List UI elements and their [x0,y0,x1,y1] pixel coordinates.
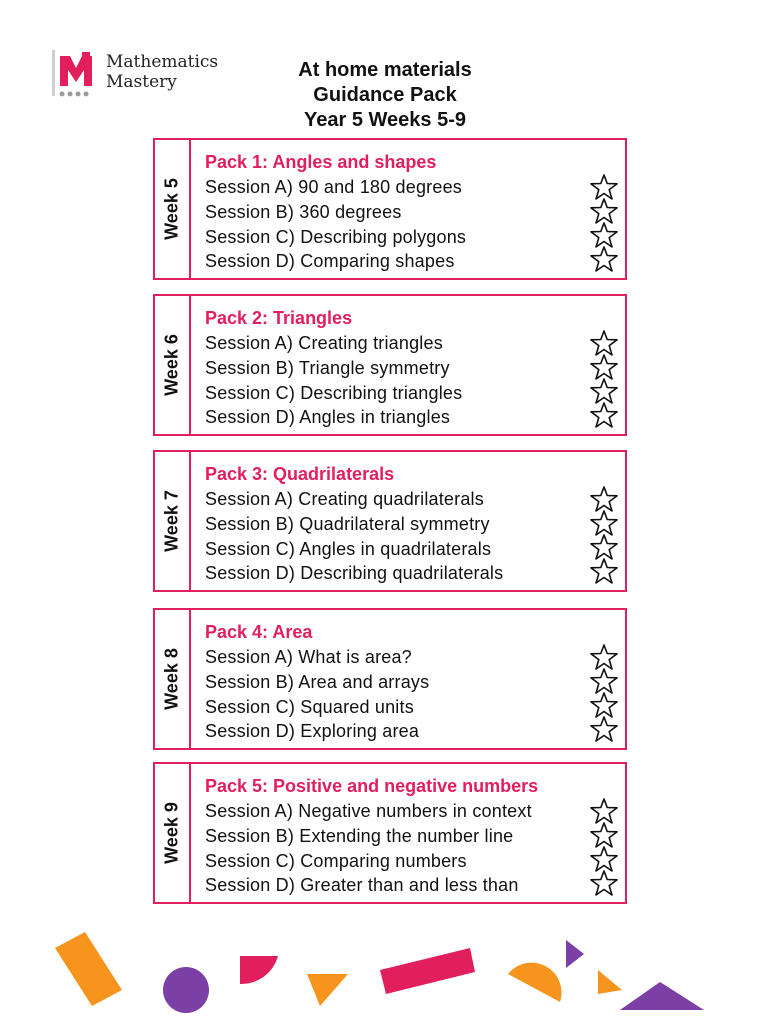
star-icon[interactable] [589,174,619,200]
purple-circle-shape [163,967,209,1013]
session-a: Session A) Creating triangles [205,333,443,353]
week-tab [155,296,191,434]
session-d: Session D) Describing quadrilaterals [205,563,504,583]
pink-quarter-circle-shape [240,956,278,984]
session-b: Session B) Extending the number line [205,826,514,846]
session-a: Session A) What is area? [205,647,412,667]
pink-bar-shape [380,948,475,994]
star-icon[interactable] [589,378,619,404]
title-line-1: At home materials [298,59,472,81]
pack-title: Pack 3: Quadrilaterals [205,464,395,484]
star-icon[interactable] [589,822,619,848]
star-icon[interactable] [589,330,619,356]
pack-title: Pack 1: Angles and shapes [205,152,437,172]
week-tab [155,764,191,902]
session-b: Session B) 360 degrees [205,202,402,222]
title-line-2: Guidance Pack [313,84,457,106]
week-9-box [153,762,627,904]
purple-small-triangle-shape [566,940,584,968]
session-b: Session B) Area and arrays [205,672,430,692]
session-a: Session A) Negative numbers in context [205,801,532,821]
session-b: Session B) Triangle symmetry [205,358,450,378]
week-label: Week 6 [161,334,182,396]
pack-title: Pack 5: Positive and negative numbers [205,776,539,796]
session-a: Session A) 90 and 180 degrees [205,177,462,197]
week-label: Week 8 [161,648,182,710]
session-d: Session D) Comparing shapes [205,251,455,271]
title-line-3: Year 5 Weeks 5-9 [304,109,466,131]
session-c: Session C) Angles in quadrilaterals [205,539,492,559]
session-d: Session D) Greater than and less than [205,875,519,895]
orange-semicircle-shape [508,963,561,1002]
decorative-shapes [0,920,770,1024]
star-icon[interactable] [589,846,619,872]
star-icon[interactable] [589,222,619,248]
session-d: Session D) Angles in triangles [205,407,451,427]
orange-sliver-shape [598,970,622,994]
week-label: Week 7 [161,490,182,552]
week-tab [155,140,191,278]
session-c: Session C) Describing polygons [205,227,467,247]
week-tab [155,452,191,590]
logo-line-1: Mathematics [106,52,219,72]
week-8-box [153,608,627,750]
week-7-box [153,450,627,592]
week-6-box [153,294,627,436]
star-icon[interactable] [589,644,619,670]
week-label: Week 9 [161,802,182,864]
star-icon[interactable] [589,870,619,896]
star-icon[interactable] [589,246,619,272]
star-icon[interactable] [589,692,619,718]
logo [52,50,242,110]
star-icon[interactable] [589,486,619,512]
session-c: Session C) Comparing numbers [205,851,467,871]
star-icon[interactable] [589,402,619,428]
orange-rectangle-shape [55,932,122,1006]
purple-triangle-shape [620,982,704,1010]
session-d: Session D) Exploring area [205,721,420,741]
session-b: Session B) Quadrilateral symmetry [205,514,490,534]
session-c: Session C) Describing triangles [205,383,463,403]
session-c: Session C) Squared units [205,697,414,717]
star-icon[interactable] [589,354,619,380]
pack-title: Pack 4: Area [205,622,313,642]
star-icon[interactable] [589,198,619,224]
star-icon[interactable] [589,510,619,536]
session-a: Session A) Creating quadrilaterals [205,489,484,509]
week-5-box [153,138,627,280]
orange-triangle-shape [307,974,348,1006]
star-icon[interactable] [589,558,619,584]
star-icon[interactable] [589,668,619,694]
page-title [250,58,520,133]
pack-title: Pack 2: Triangles [205,308,353,328]
star-icon[interactable] [589,798,619,824]
star-icon[interactable] [589,534,619,560]
logo-line-2: Mastery [106,72,177,92]
mathematics-mastery-logo-icon [52,50,100,102]
star-icon[interactable] [589,716,619,742]
logo-text [106,52,218,92]
week-tab [155,610,191,748]
week-label: Week 5 [161,178,182,240]
